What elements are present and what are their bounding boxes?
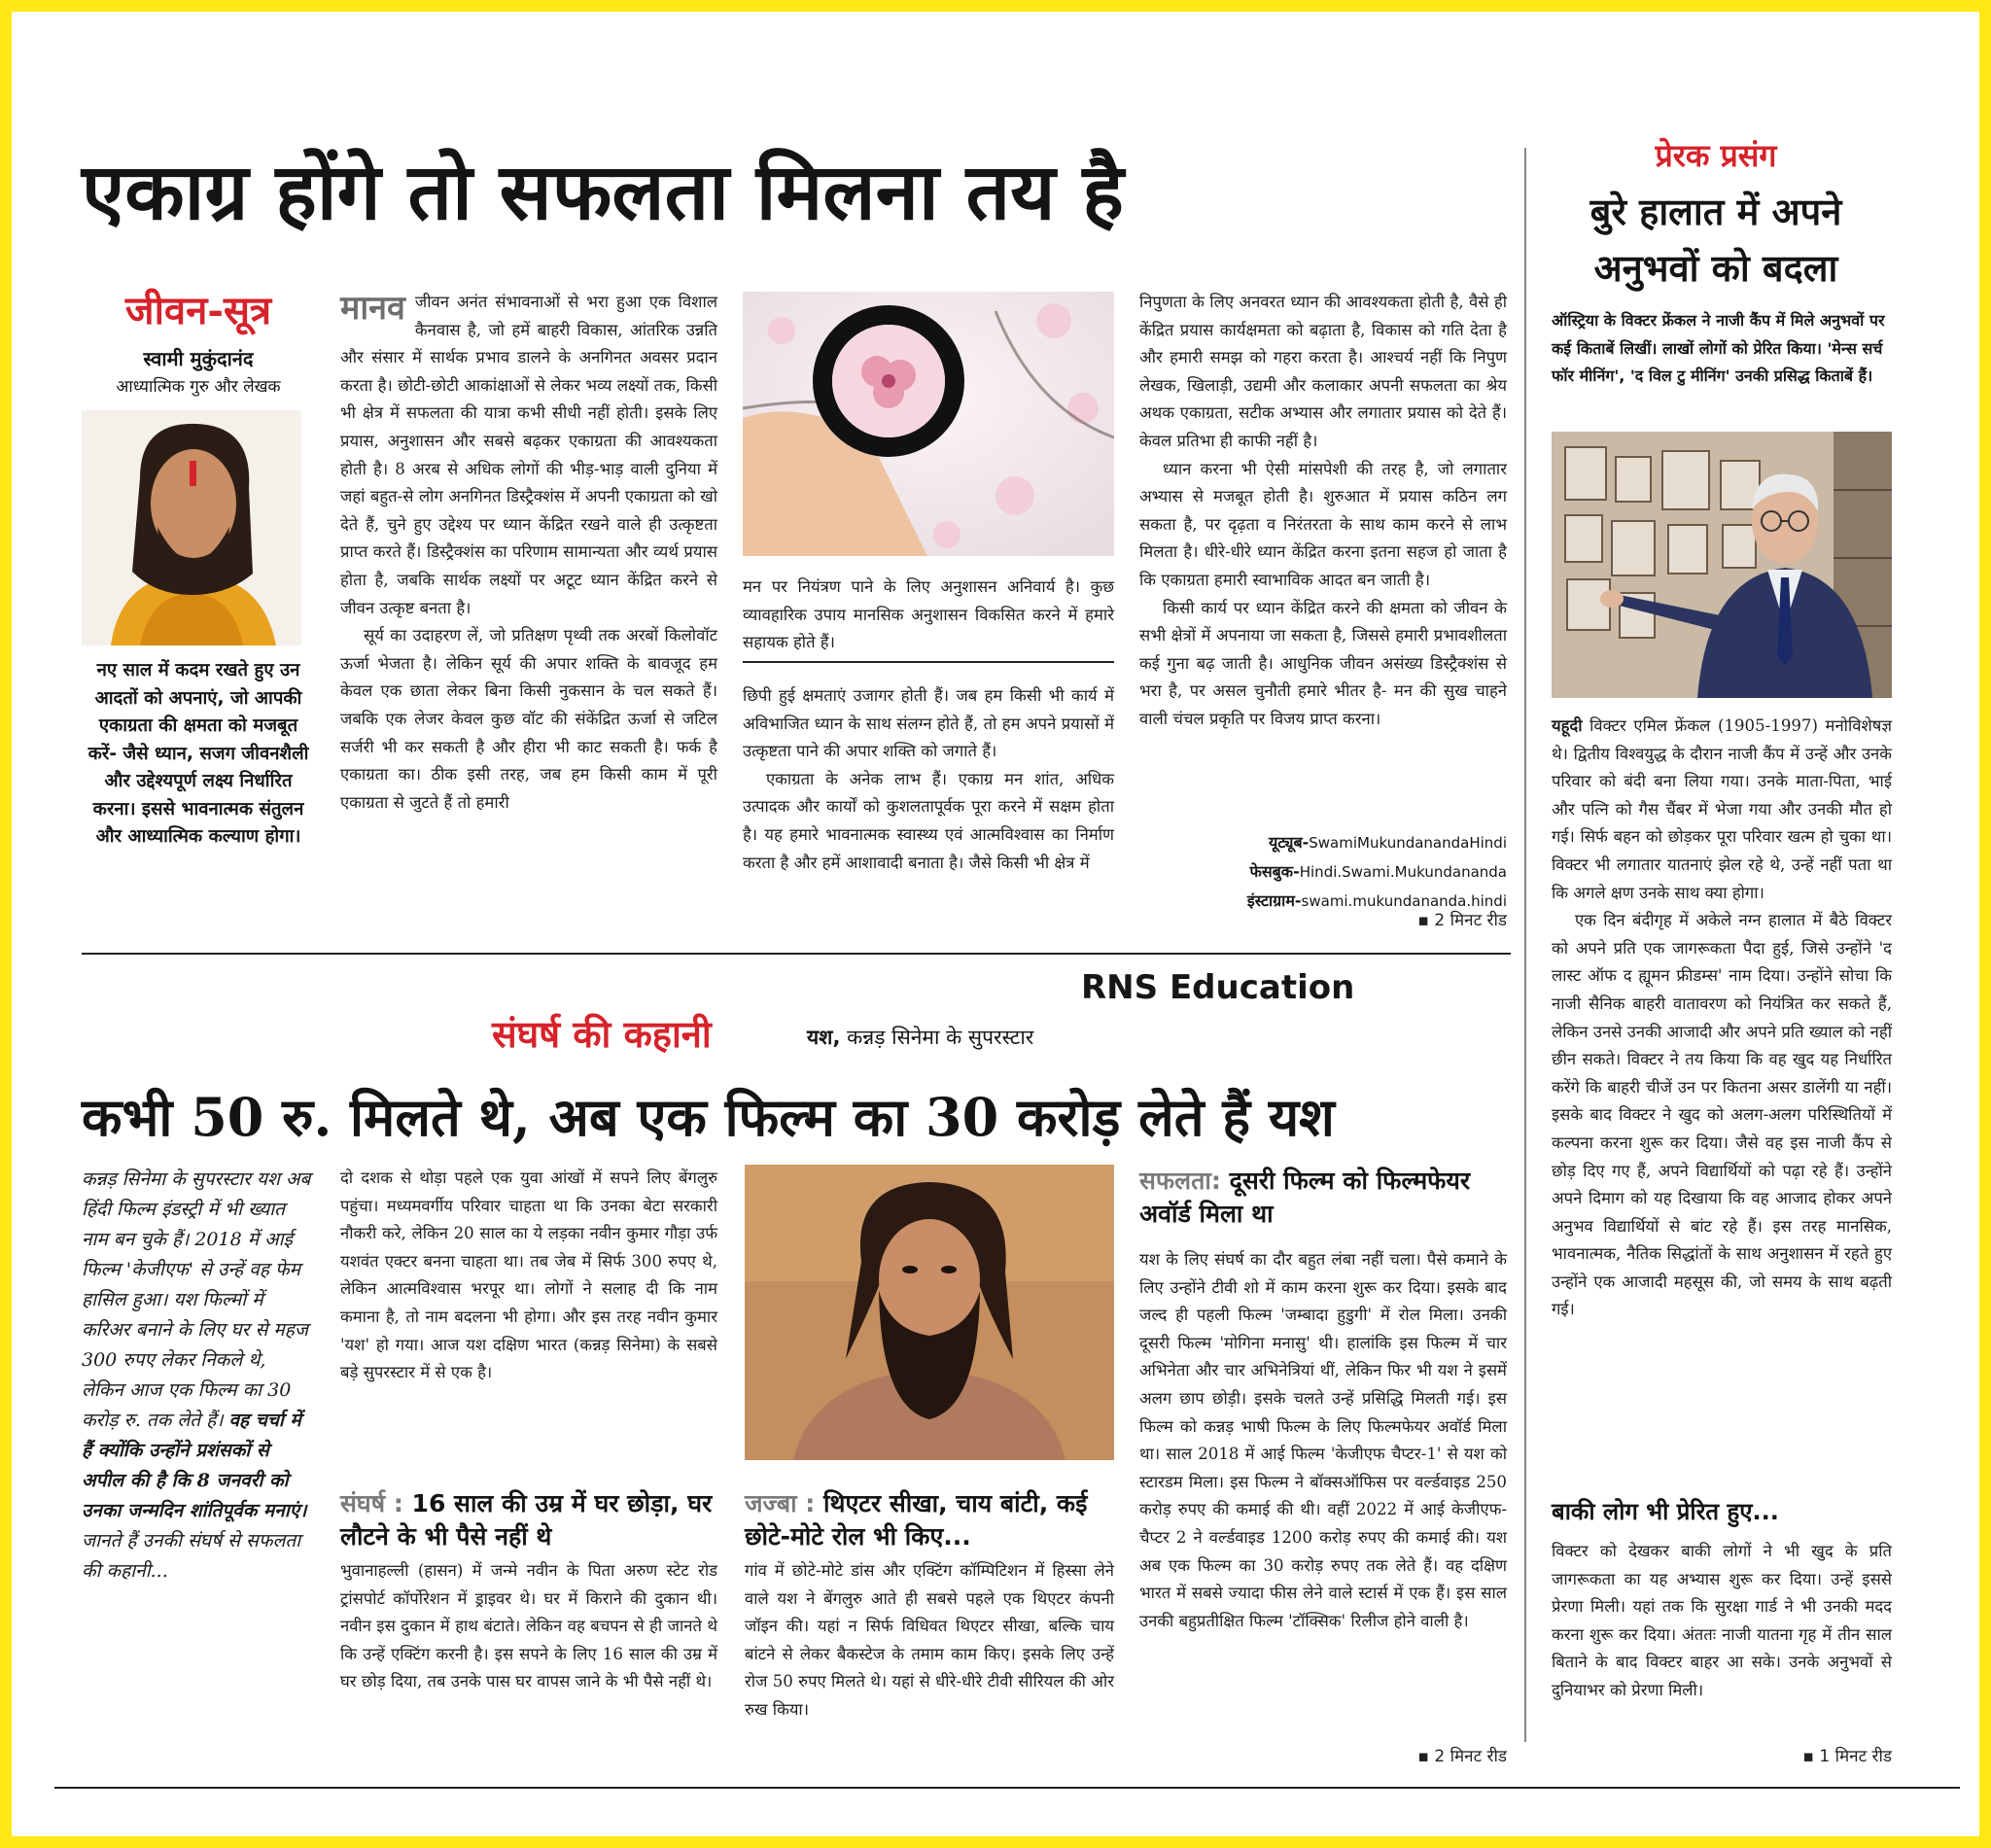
main-column-3 — [1139, 289, 1507, 734]
main-col3-p3: किसी कार्य पर ध्यान केंद्रित करने की क्षमता को जीवन के सभी क्षेत्रों में अपनाया जा सकता है, जिससे हमारी प्रभावशीलता कई गुना बढ़ जाती है। आधुनिक जीवन असंख्य डिस्ट्रैक्शंस से भरा है, पर असल चुनौती हमारे भीतर है- मन की सुख चाहने वाली चंचल प्रकृति पर विजय प्राप्त करना। — [1139, 598, 1507, 728]
social-links — [1139, 828, 1507, 916]
story-intro-b: वह चर्चा में हैं क्योंकि उन्होंने प्रशंसकों से अपील की है कि 8 जनवरी को उनका जन्मदिन शांतिपूर्वक मनाएं। — [82, 1410, 307, 1521]
author-photo — [82, 410, 301, 645]
drop-word: मानव — [340, 289, 405, 328]
main-column-2b — [743, 682, 1114, 877]
main-read-time: ▪ 2 मिनट रीड — [1417, 911, 1507, 930]
story-read-time: ▪ 2 मिनट रीड — [1417, 1747, 1507, 1766]
sidebar-read-time: ▪ 1 मिनट रीड — [1802, 1747, 1892, 1766]
main-col3-p2: ध्यान करना भी ऐसी मांसपेशी की तरह है, जो लगातार अभ्यास से मजबूत होती है। शुरुआत में प्रयास कठिन लग सकता है, पर दृढ़ता व निरंतरता के साथ काम करने से लाभ मिलता है। धीरे-धीरे ध्यान केंद्रित करना इतना सहज हो जाता है कि एकाग्रता हमारी स्वाभाविक आदत बन जाती है। — [1139, 459, 1507, 589]
story-column-3 — [1139, 1246, 1507, 1635]
story-col3-p1: यश के लिए संघर्ष का दौर बहुत लंबा नहीं चला। पैसे कमाने के लिए उन्होंने टीवी शो में काम करना शुरू कर दिया। इसके बाद जल्द ही पहली फिल्म 'जम्बादा हुडुगी' में रोल मिला। उनकी दूसरी फिल्म 'मोगिना मनासु' थी। हालांकि इस फिल्म में चार अभिनेता और चार अभिनेत्रियां थीं, लेकिन फिर भी यश ने इसमें अलग छाप छोड़ी। इसके चलते उन्हें प्रसिद्धि मिलती गई। इस फिल्म को कन्नड़ भाषी फिल्म के लिए फिल्मफेयर अवॉर्ड मिला था। साल 2018 में आई फिल्म 'केजीएफ चैप्टर-1' से यश को स्टारडम मिला। इस फिल्म ने बॉक्सऑफिस पर वर्ल्डवाइड 250 करोड़ रुपए की कमाई की थी। वहीं 2022 में आई केजीएफ-चैप्टर 2 ने वर्ल्डवाइड 1200 करोड़ रुपए की कमाई की। यश अब एक फिल्म का 30 करोड़ रुपए तक लेते हैं। वह दक्षिण भारत में सबसे ज्यादा फीस लेने वाले स्टार्स में एक हैं। इस साल उनकी बहुप्रतीक्षित फिल्म 'टॉक्सिक' रिलीज होने वाली है। — [1139, 1250, 1507, 1630]
column-label: जीवन-सूत्र — [124, 288, 272, 333]
main-col2-p2: छिपी हुई क्षमताएं उजागर होती हैं। जब हम किसी भी कार्य में अविभाजित ध्यान के साथ संलग्न होते हैं, तो हम अपने प्रयासों में उत्कृष्टता पाने की अपार शक्ति को जगाते हैं। — [743, 686, 1114, 761]
frankl-photo — [1552, 432, 1892, 698]
newspaper-page — [12, 12, 1979, 1836]
pull-quote: नए साल में कदम रखते हुए उन आदतों को अपनाएं, जो आपकी एकाग्रता की क्षमता को मजबूत करें- जैसे ध्यान, सजग जीवनशैली और उद्देश्यपूर्ण लक्ष्य निर्धारित करना। इससे भावनात्मक संतुलन और आध्यात्मिक कल्याण होगा। — [87, 660, 309, 847]
social-instagram[interactable]: इंस्टाग्राम-swami.mukundananda.hindi — [1246, 891, 1507, 910]
story-subhead-2: जज्बा : थिएटर सीखा, चाय बांटी, कई छोटे-मोटे रोल भी किए... — [745, 1489, 1088, 1551]
main-col2-p1: मन पर नियंत्रण पाने के लिए अनुशासन अनिवार्य है। कुछ व्यावहारिक उपाय मानसिक अनुशासन विकसित करने में हमारे सहायक होते हैं। — [743, 577, 1114, 652]
story-subhead-3: सफलता: दूसरी फिल्म को फिल्मफेयर अवॉर्ड मिला था — [1139, 1167, 1471, 1228]
social-youtube[interactable]: यूट्यूब-SwamiMukundanandaHindi — [1268, 833, 1507, 852]
story-col1-p1: दो दशक से थोड़ा पहले एक युवा आंखों में सपने लिए बेंगलुरु पहुंचा। मध्यमवर्गीय परिवार चाहता था कि उनका बेटा सरकारी नौकरी करे, लेकिन 20 साल का ये लड़का नवीन कुमार गौड़ा उर्फ यशवंत एक्टर बनना चाहता था। तब जेब में सिर्फ 300 रुपए थे, लेकिन आत्मविश्वास भरपूर था। लोगों ने सलाह दी कि नाम कमाना है, तो नाम बदलना भी होगा। और इस तरह नवीन कुमार 'यश' हो गया। आज यश दक्षिण भारत (कन्नड़ सिनेमा) के सबसे बड़े सुपरस्टार में से एक है। — [340, 1168, 717, 1382]
sidebar-body: यहूदी विक्टर एमिल फ्रेंकल (1905-1997) मनोविशेषज्ञ थे। द्वितीय विश्वयुद्ध के दौरान नाजी कैंप में उन्हें और उनके परिवार को बंदी बना लिया गया। उनके माता-पिता, भाई और पत्नि को गैस चैंबर में भेजा गया और उनकी मौत हो गई। सिर्फ बहन को छोड़कर पूरा परिवार खत्म हो चुका था। विक्टर भी लगातार यातनाएं झेल रहे थे, उन्हें नहीं पता था कि अगले क्षण उनके साथ क्या होगा। एक दिन बंदीगृह में अकेले नग्न हालात में बैठे विक्टर को अपने प्रति एक जागरूकता पैदा हुई, जिसे उन्होंने 'द लास्ट ऑफ द ह्यूमन फ्रीडम्स' नाम दिया। उन्होंने सोचा कि नाजी सैनिक बाहरी वातावरण को नियंत्रित कर सकते हैं, लेकिन उनसे उनकी आजादी और अपने प्रति ख्याल को नहीं छीन सकते। विक्टर ने तय किया कि वह खुद यह निर्धारित करेंगे कि बाहरी चीजें उन पर कितना असर डालेंगी या नहीं। इसके बाद विक्टर ने खुद को अलग-अलग परिस्थितियों में कल्पना करना शुरू कर दिया। जैसे वह इस नाजी कैंप से छोड़ दिए गए हैं, अपने विद्यार्थियों को पढ़ा रहे हैं। उन्होंने अपने दिमाग को यह दिखाया कि वह आजाद होकर अपने अनुभव विद्यार्थियों से बांट रहे हैं। इस तरह मानसिक, भावनात्मक, नैतिक सिद्धांतों के साथ अनुशासन में रहते हुए उन्होंने एक आजादी महसूस की, जो समय के साथ बढ़ती गई। — [1552, 712, 1892, 1324]
story-column-1 — [340, 1165, 717, 1387]
sidebar-divider — [1524, 148, 1526, 1742]
sidebar-kicker: प्रेरक प्रसंग — [1655, 137, 1777, 174]
section-divider — [82, 953, 1511, 955]
magnifier-photo — [743, 292, 1114, 556]
author-role: आध्यात्मिक गुरु और लेखक — [116, 377, 281, 397]
story-kicker: संघर्ष की कहानी — [492, 1012, 712, 1056]
story-column-2 — [745, 1557, 1114, 1725]
social-facebook[interactable]: फेसबुक-Hindi.Swami.Mukundananda — [1249, 862, 1507, 881]
story-intro-c: जानते हैं उनकी संघर्ष से सफलता की कहानी... — [82, 1530, 301, 1582]
bottom-rule — [54, 1787, 1960, 1789]
main-col2-p3: एकाग्रता के अनेक लाभ हैं। एकाग्र मन शांत, अधिक उत्पादक और कार्यों को कुशलतापूर्वक पूरा करने में सक्षम होता है। यह हमारे भावनात्मक स्वास्थ्य एवं आत्मविश्वास का निर्माण करता है और हमें आशावादी बनाता है। जैसे किसी भी क्षेत्र में — [743, 769, 1114, 872]
sidebar-headline-2: अनुभवों को बदला — [1593, 246, 1838, 290]
main-col1-p1: जीवन अनंत संभावनाओं से भरा हुआ एक विशाल कैनवास है, जो हमें बाहरी विकास, आंतरिक उन्नति और संसार में सार्थक प्रभाव डालने के अनगिनत अवसर प्रदान करता है। छोटी-छोटी आकांक्षाओं से लेकर भव्य लक्ष्यों तक, किसी भी क्षेत्र में सफलता की यात्रा कभी सीधी नहीं होती। इसके लिए प्रयास, अनुशासन और सबसे बढ़कर एकाग्रता की आवश्यकता होती है। 8 अरब से अधिक लोगों की भीड़-भाड़ वाली दुनिया में जहां बहुत-से लोग अनगिनत डिस्ट्रैक्शंस में अपनी एकाग्रता को खो देते हैं, चुने हुए उद्देश्य पर ध्यान केंद्रित रखने वाले ही उत्कृष्टता प्राप्त करते हैं। डिस्ट्रैक्शंस का परिणाम सामान्यता और व्यर्थ प्रयास होता है, जबकि सार्थक लक्ष्यों पर अटूट ध्यान केंद्रित करने से जीवन उत्कृष्ट बनता है। — [340, 293, 717, 617]
story-col1-p2: भुवानाहल्ली (हासन) में जन्मे नवीन के पिता अरुण स्टेट रोड ट्रांसपोर्ट कॉर्पोरेशन में ड्राइवर थे। घर में किराने की दुकान थी। नवीन इस दुकान में हाथ बंटाते। लेकिन वह बचपन से ही जानते थे कि उन्हें एक्टिंग करनी है। इस सपने के लिए 16 साल की उम्र में घर छोड़ दिया, तब उनके पास घर वापस जाने के भी पैसे नहीं थे। — [340, 1561, 717, 1691]
story-subhead-1: संघर्ष : 16 साल की उम्र में घर छोड़ा, घर लौटने के भी पैसे नहीं थे — [340, 1489, 713, 1551]
main-col3-p1: निपुणता के लिए अनवरत ध्यान की आवश्यकता होती है, वैसे ही केंद्रित प्रयास कार्यक्षमता को बढ़ाता है, विकास को गति देता है और हमारी समझ को गहरा करता है। आश्चर्य नहीं कि निपुण लेखक, खिलाड़ी, उद्यमी और कलाकार अपनी सफलता का श्रेय अथक एकाग्रता, सटीक अभ्यास और लगातार प्रयास को देते हैं। केवल प्रतिभा ही काफी नहीं है। — [1139, 293, 1507, 450]
sidebar-p3: विक्टर को देखकर बाकी लोगों ने भी खुद के प्रति जागरूकता का यह अभ्यास शुरू कर दिया। उन्हें इससे प्रेरणा मिली। यहां तक कि सुरक्षा गार्ड ने भी उनकी मदद करना शुरू कर दिया। अंततः नाजी यातना गृह में तीन साल बिताने के बाद विक्टर बाहर आ सके। उनके अनुभवों से दुनियाभर को प्रेरणा मिली। — [1552, 1542, 1892, 1699]
story-intro-a: कन्नड़ सिनेमा के सुपरस्टार यश अब हिंदी फिल्म इंडस्ट्री में भी ख्यात नाम बन चुके हैं। 2018 में आई फिल्म 'केजीएफ' से उन्हें वह फेम हासिल हुआ। यश फिल्मों में करिअर बनाने के लिए घर से महज 300 रुपए लेकर निकले थे, लेकिन आज एक फिल्म का 30 करोड़ रु. तक लेते हैं। — [82, 1168, 311, 1431]
sidebar-p2: एक दिन बंदीगृह में अकेले नग्न हालात में बैठे विक्टर को अपने प्रति एक जागरूकता पैदा हुई, जिसे उन्होंने 'द लास्ट ऑफ द ह्यूमन फ्रीडम्स' नाम दिया। उन्होंने सोचा कि नाजी सैनिक बाहरी वातावरण को नियंत्रित कर सकते हैं, लेकिन उनसे उनकी आजादी और अपने प्रति ख्याल को नहीं छीन सकते। विक्टर ने तय किया कि वह खुद यह निर्धारित करेंगे कि बाहरी चीजें उन पर कितना असर डालेंगी या नहीं। इसके बाद विक्टर ने खुद को अलग-अलग परिस्थितियों में कल्पना करना शुरू कर दिया। जैसे वह इस नाजी कैंप से छोड़ दिए गए हैं, अपने विद्यार्थियों को पढ़ा रहे हैं। उन्होंने अपने दिमाग को यह दिखाया कि वह आजाद होकर अपने अनुभव विद्यार्थियों से बांट रहे हैं। इस तरह मानसिक, भावनात्मक, नैतिक सिद्धांतों के साथ अनुशासन में रहते हुए उन्होंने एक आजादी महसूस की, जो समय के साथ बढ़ती गई। — [1552, 911, 1892, 1319]
story-col2-p1: गांव में छोटे-मोटे डांस और एक्टिंग कॉम्पिटिशन में हिस्सा लेने वाले यश ने बेंगलुरु आते ही सबसे पहले एक थिएटर कंपनी जॉइन की। यहां न सिर्फ विधिवत थिएटर सीखा, बल्कि चाय बांटने से लेकर बैकस्टेज के तमाम काम किए। इसके लिए उन्हें रोज 50 रुपए मिलते थे। यहां से धीरे-धीरे टीवी सीरियल की ओर रुख किया। — [745, 1561, 1114, 1719]
sidebar-intro: ऑस्ट्रिया के विक्टर फ्रेंकल ने नाजी कैंप में मिले अनुभवों पर कई किताबें लिखीं। लाखों लोगों को प्रेरित किया। 'मेन्स सर्च फॉर मीनिंग', 'द विल टु मीनिंग' उनकी प्रसिद्ध किताबें हैं। — [1552, 311, 1885, 385]
sidebar-headline-1: बुरे हालात में अपने — [1589, 190, 1842, 233]
story-column-1b — [340, 1557, 717, 1696]
sidebar-body-2 — [1552, 1538, 1892, 1705]
main-column-1 — [340, 289, 717, 817]
main-headline: एकाग्र होंगे तो सफलता मिलना तय है — [82, 146, 1124, 237]
author-name: स्वामी मुकुंदानंद — [143, 347, 254, 370]
story-intro — [82, 1165, 313, 1586]
sidebar-subhead: बाकी लोग भी प्रेरित हुए... — [1552, 1498, 1779, 1525]
source-label: RNS Education — [1081, 968, 1355, 1007]
column-divider — [743, 661, 1114, 663]
yash-photo — [745, 1165, 1114, 1460]
story-headline: कभी 50 रु. मिलते थे, अब एक फिल्म का 30 करोड़ लेते हैं यश — [82, 1086, 1335, 1148]
main-col1-p2: सूर्य का उदाहरण लें, जो प्रतिक्षण पृथ्वी तक अरबों किलोवॉट ऊर्जा भेजता है। लेकिन सूर्य की अपार शक्ति के बावजूद हम केवल एक छाता लेकर बिना किसी नुकसान के चल सकते हैं। जबकि एक लेजर केवल कुछ वॉट की संकेंद्रित ऊर्जा से जटिल सर्जरी भी कर सकती है और हीरा भी काट सकती है। फर्क है एकाग्रता का। ठीक इसी तरह, जब हम किसी काम में पूरी एकाग्रता से जुटते हैं तो हमारी — [340, 626, 717, 812]
sidebar-lead-word: यहूदी — [1552, 715, 1583, 735]
main-column-2a — [743, 574, 1114, 657]
story-kicker-sub: यश, कन्नड़ सिनेमा के सुपरस्टार — [807, 1026, 1034, 1049]
